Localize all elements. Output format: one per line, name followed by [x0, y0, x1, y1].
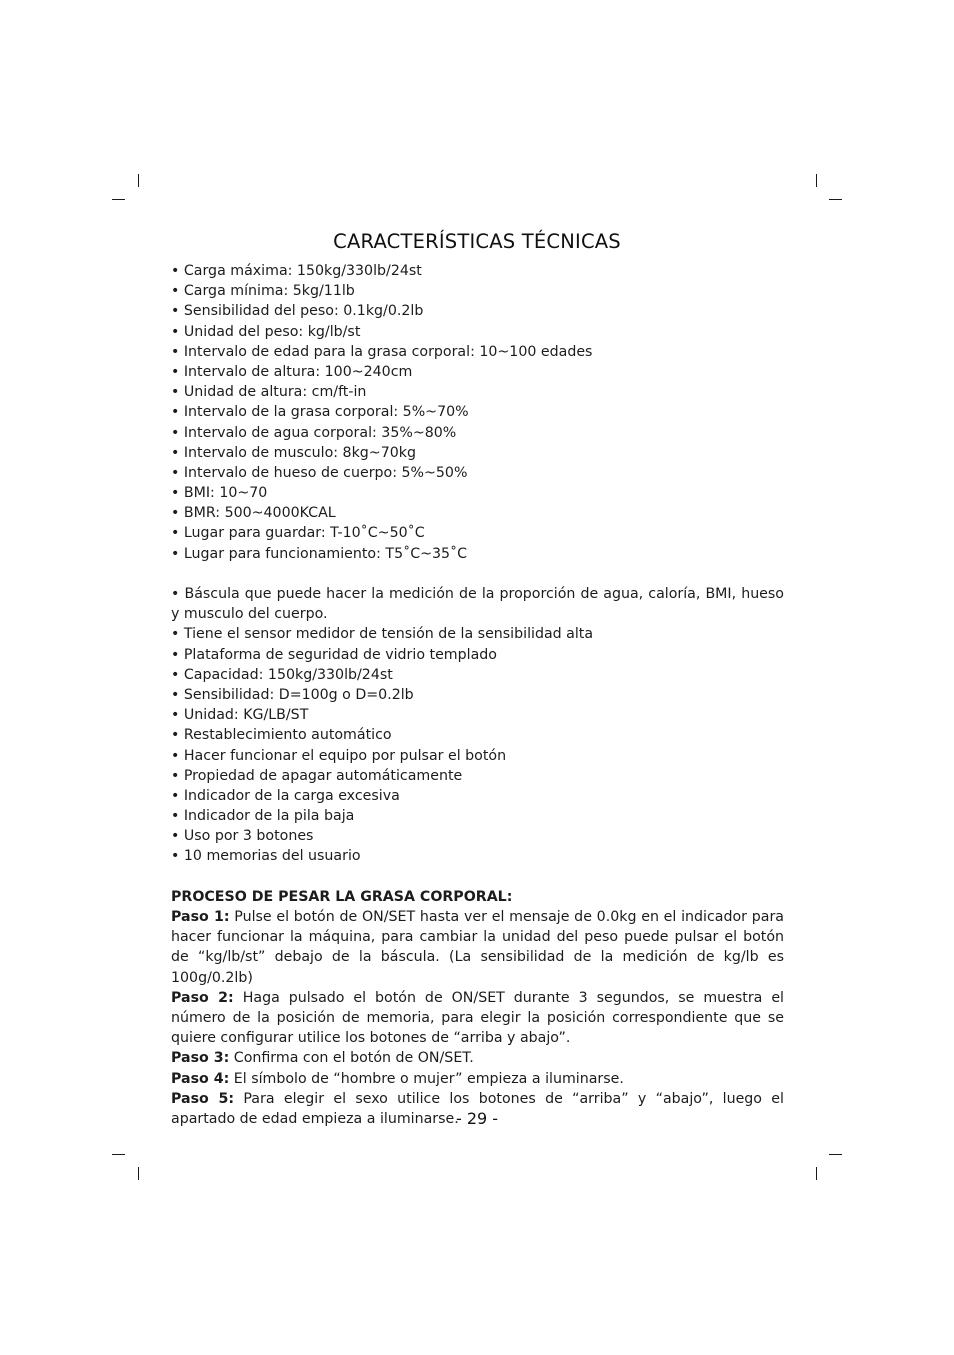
list-item: • Intervalo de edad para la grasa corporal: 10~100 edades: [171, 343, 593, 360]
step-paragraph: [171, 907, 784, 988]
step-label: Paso 4:: [171, 1070, 230, 1087]
list-item: • Intervalo de musculo: 8kg~70kg: [171, 444, 416, 461]
spacer: [171, 564, 784, 584]
list-item: • Plataforma de seguridad de vidrio templado: [171, 646, 497, 663]
step-label: Paso 3:: [171, 1050, 230, 1067]
list-item: • Intervalo de agua corporal: 35%~80%: [171, 424, 457, 441]
step-label: Paso 2:: [171, 989, 234, 1006]
list-item: • 10 memorias del usuario: [171, 848, 361, 865]
page-title: CARACTERÍSTICAS TÉCNICAS: [333, 230, 621, 253]
crop-mark-top-right-vertical: [816, 174, 817, 187]
list-item: • Restablecimiento automático: [171, 727, 392, 744]
list-item: • Carga máxima: 150kg/330lb/24st: [171, 263, 422, 279]
process-section: [171, 887, 784, 1129]
crop-mark-bottom-left-vertical: [138, 1167, 139, 1180]
list-item: • Hacer funcionar el equipo por pulsar el botón: [171, 747, 507, 764]
list-item: • Uso por 3 botones: [171, 828, 314, 845]
crop-mark-bottom-left-horizontal: [112, 1154, 125, 1155]
list-item: • Báscula que puede hacer la medición de la proporción de agua, caloría, BMI, hueso y musculo del cuerpo.: [171, 586, 784, 623]
step-text: Haga pulsado el botón de ON/SET durante 3 segundos, se muestra el número de la posición de memoria, para elegir la posición correspondiente que se quiere configurar utilice los botones de “arriba y abajo”.: [171, 989, 784, 1047]
step-label: Paso 1:: [171, 909, 230, 926]
crop-mark-top-left-horizontal: [112, 199, 125, 200]
spacer: [171, 867, 784, 887]
crop-mark-top-left-vertical: [138, 174, 139, 187]
list-item: • Intervalo de hueso de cuerpo: 5%~50%: [171, 464, 468, 481]
list-item: • Capacidad: 150kg/330lb/24st: [171, 666, 393, 683]
specs-list: [171, 261, 784, 564]
list-item: • Unidad: KG/LB/ST: [171, 707, 309, 724]
crop-mark-bottom-right-vertical: [816, 1167, 817, 1180]
step-paragraph: [171, 1048, 784, 1068]
page-number: - 29 -: [455, 1109, 499, 1128]
list-item: • Carga mínima: 5kg/11lb: [171, 283, 355, 300]
step-text: Pulse el botón de ON/SET hasta ver el mensaje de 0.0kg en el indicador para hacer funcionar la máquina, para cambiar la unidad del peso puede pulsar el botón de “kg/lb/st” debajo de la báscula. (La sensibilidad de la medición de kg/lb es 100g/0.2lb): [171, 909, 784, 986]
step-paragraph: [171, 988, 784, 1049]
list-item: • Lugar para guardar: T-10˚C~50˚C: [171, 525, 425, 542]
list-item: • Intervalo de la grasa corporal: 5%~70%: [171, 404, 469, 421]
list-item: • Propiedad de apagar automáticamente: [171, 767, 463, 784]
crop-mark-top-right-horizontal: [829, 199, 842, 200]
list-item: • Sensibilidad del peso: 0.1kg/0.2lb: [171, 303, 424, 320]
list-item: • BMR: 500~4000KCAL: [171, 505, 336, 522]
list-item: • BMI: 10~70: [171, 485, 268, 502]
features-list: [171, 584, 784, 867]
step-label: Paso 5:: [171, 1090, 235, 1107]
list-item: • Tiene el sensor medidor de tensión de la sensibilidad alta: [171, 626, 594, 643]
crop-mark-bottom-right-horizontal: [829, 1154, 842, 1155]
section-heading: PROCESO DE PESAR LA GRASA CORPORAL:: [171, 888, 513, 905]
list-item: • Unidad de altura: cm/ft-in: [171, 384, 367, 401]
list-item: • Indicador de la pila baja: [171, 808, 355, 825]
list-item: • Sensibilidad: D=100g o D=0.2lb: [171, 686, 414, 703]
step-text: Para elegir el sexo utilice los botones de “arriba” y “abajo”, luego el apartado de edad empieza a iluminarse.: [171, 1090, 784, 1128]
step-paragraph: [171, 1069, 784, 1089]
step-text: Confirma con el botón de ON/SET.: [229, 1050, 474, 1067]
list-item: • Indicador de la carga excesiva: [171, 787, 400, 804]
main-content: [171, 261, 784, 1129]
list-item: • Intervalo de altura: 100~240cm: [171, 363, 413, 380]
list-item: • Unidad del peso: kg/lb/st: [171, 323, 361, 340]
step-text: El símbolo de “hombre o mujer” empieza a iluminarse.: [229, 1070, 624, 1087]
list-item: • Lugar para funcionamiento: T5˚C~35˚C: [171, 545, 468, 562]
